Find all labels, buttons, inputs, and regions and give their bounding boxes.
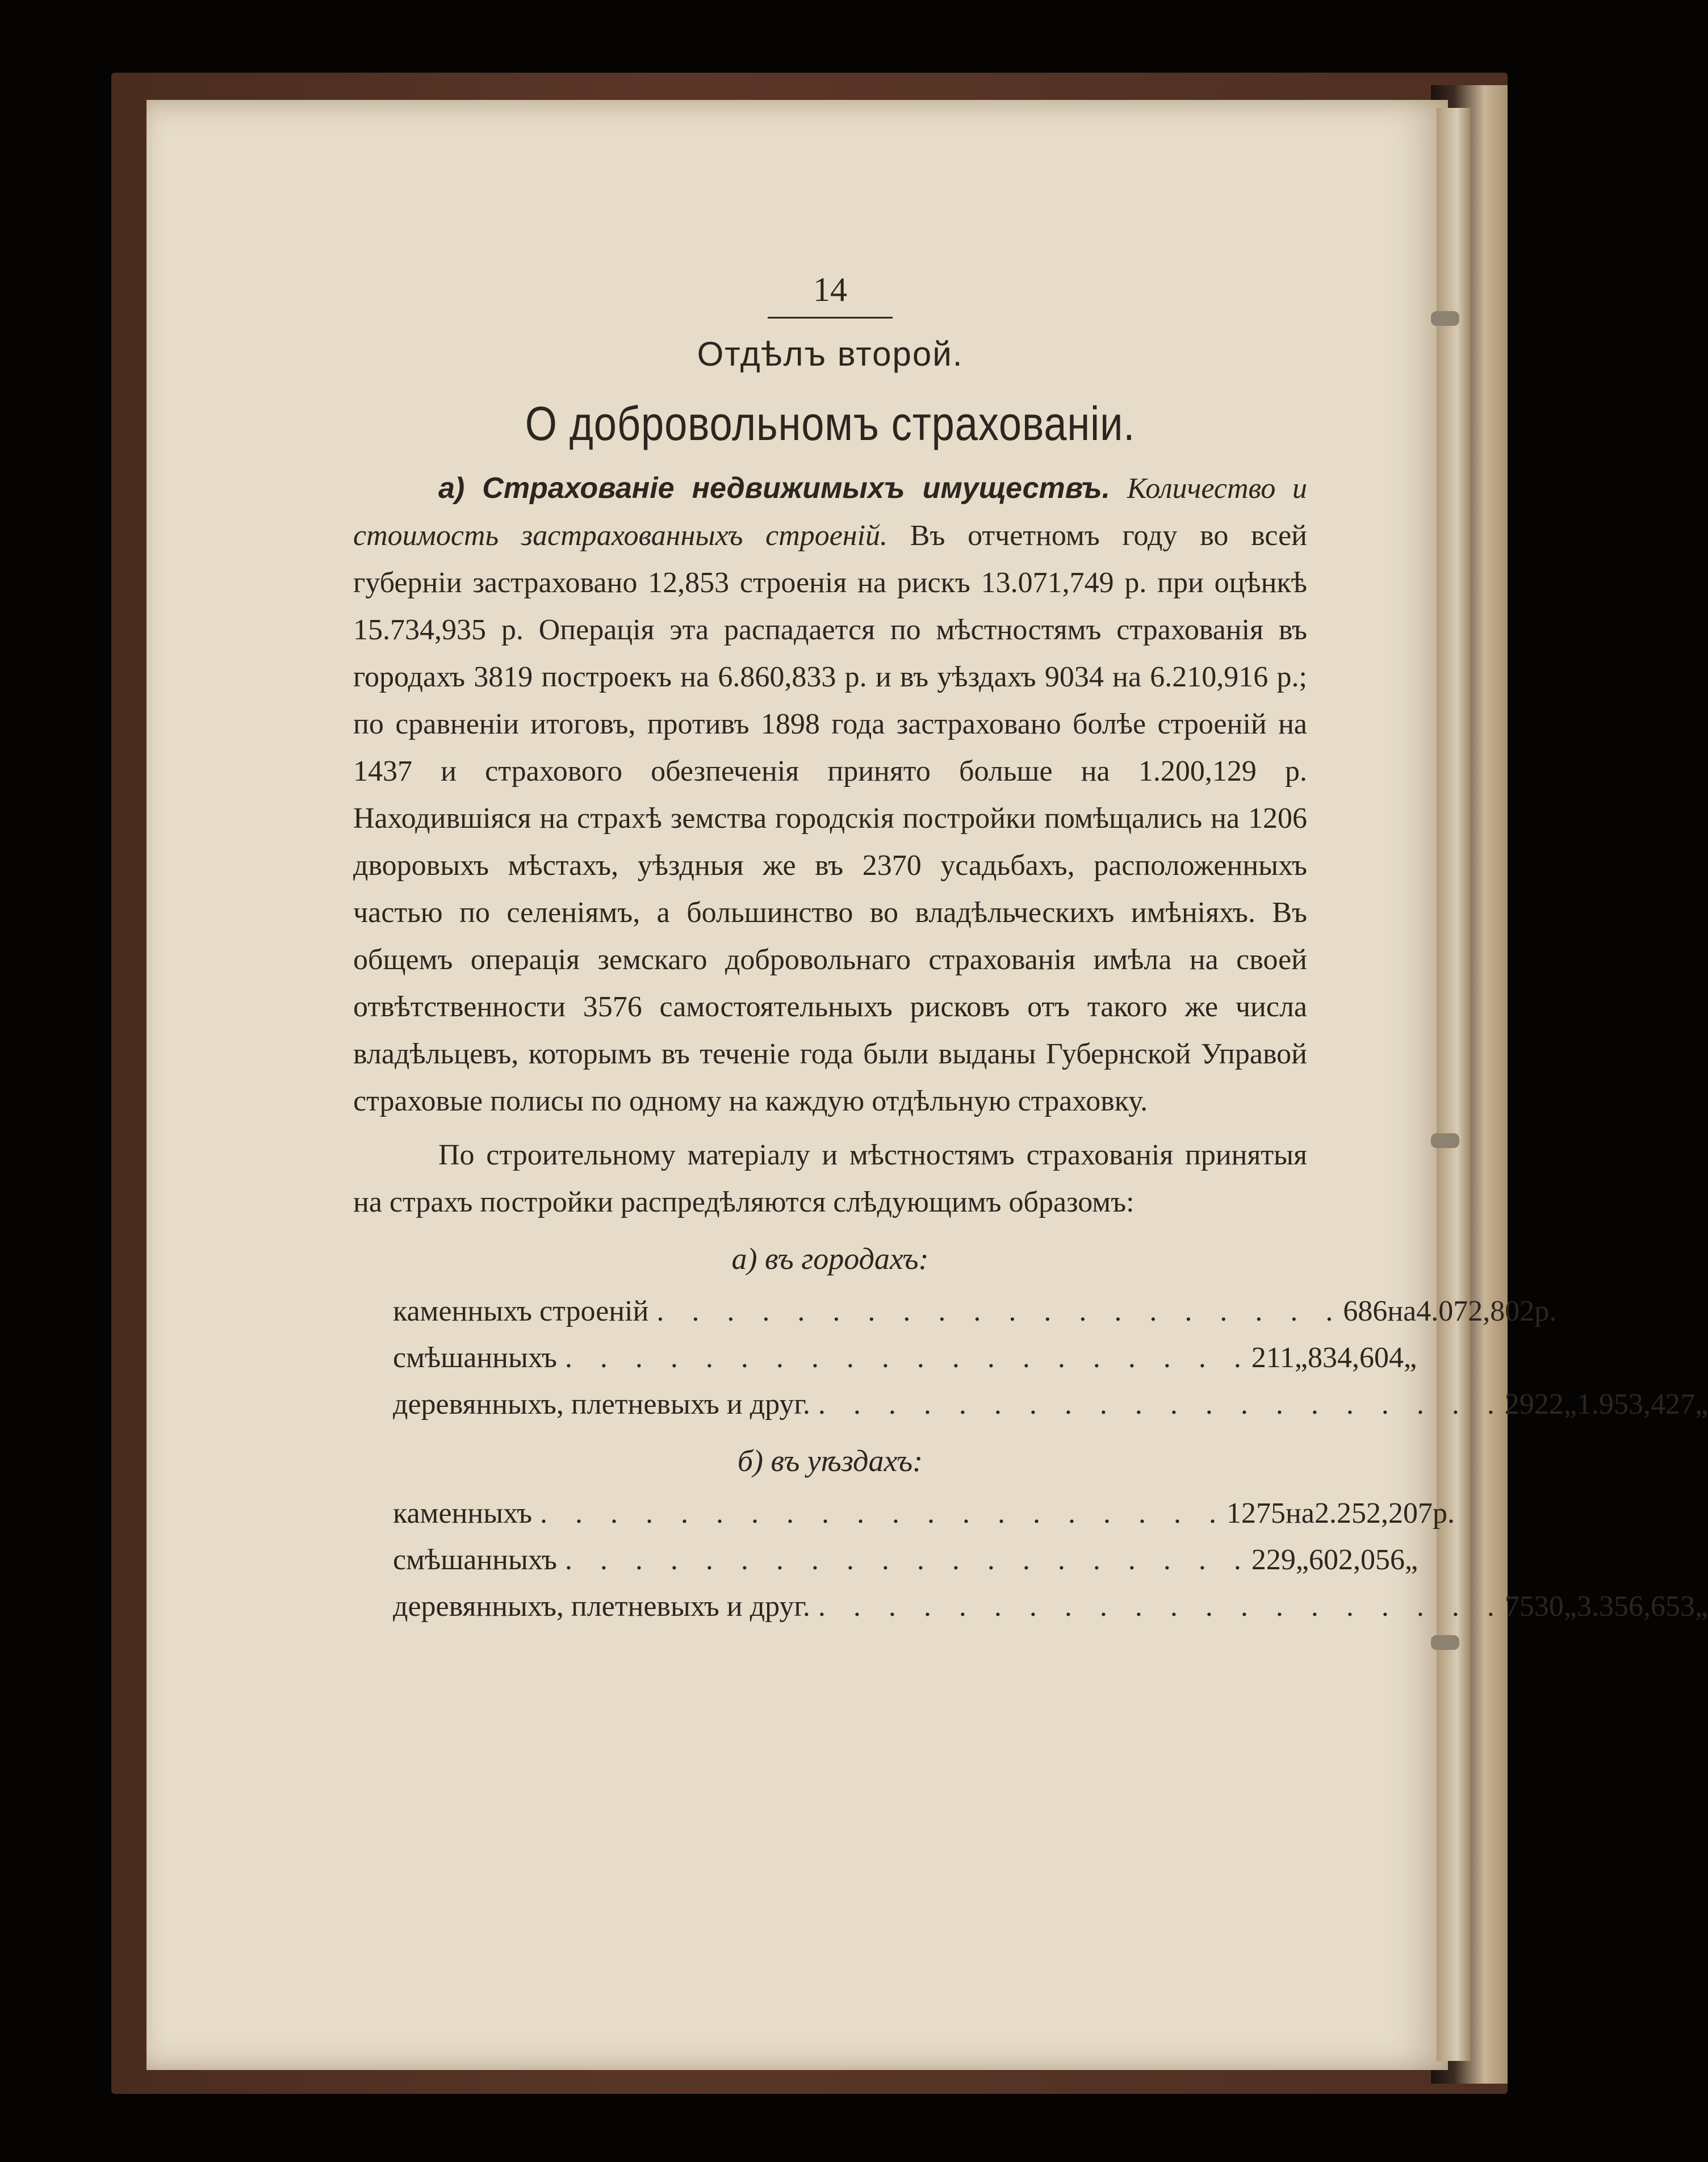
page-number: 14 xyxy=(768,267,893,319)
row-sum: 834,604 xyxy=(1308,1342,1404,1374)
districts-table xyxy=(393,1490,1708,1630)
row-on: „ xyxy=(1563,1388,1577,1421)
towns-table xyxy=(393,1288,1708,1428)
table-row xyxy=(393,1381,1708,1428)
row-on: „ xyxy=(1563,1590,1577,1623)
row-count: 686 xyxy=(1343,1295,1388,1327)
row-label: деревянныхъ, плетневыхъ и друг. xyxy=(393,1388,810,1421)
paragraph-2: По строительному матеріалу и мѣстностямъ страхованія принятыя на страхъ постройки распредѣляются слѣдующимъ образомъ: xyxy=(353,1139,1307,1218)
row-on: „ xyxy=(1294,1342,1308,1374)
paragraph-1-subtitle: Количество и стоимость застрахованныхъ строеній. xyxy=(353,472,1307,552)
page-fore-edge xyxy=(1437,108,1471,2061)
row-count: 1275 xyxy=(1226,1497,1286,1530)
towns-heading: а) въ городахъ: xyxy=(731,1242,929,1276)
table-row xyxy=(393,1490,1455,1537)
row-sum: 1.953,427 xyxy=(1576,1388,1695,1421)
row-label: смѣшанныхъ xyxy=(393,1342,557,1374)
row-on: „ xyxy=(1295,1544,1309,1576)
binding-clip xyxy=(1431,1635,1459,1650)
row-count: 7530 xyxy=(1504,1590,1564,1623)
leader-dots: . . . . . . . . . . . . . . . . . . . . xyxy=(564,1544,1251,1576)
paragraph-1 xyxy=(353,465,1307,1125)
main-title: О добровольномъ страхованіи. xyxy=(525,397,1136,450)
row-label: каменныхъ xyxy=(393,1497,533,1530)
districts-heading: б) въ уѣздахъ: xyxy=(737,1444,923,1478)
row-label: каменныхъ строеній xyxy=(393,1295,649,1327)
row-sum: 602,056 xyxy=(1308,1544,1405,1576)
paragraph-1-body: Въ отчетномъ году во всей губерніи застраховано 12,853 строенія на рискъ 13.071,749 р. при оцѣнкѣ 15.734,935 р. Операція эта распадается по мѣстностямъ страхованія въ городахъ 3819 построекъ на 6.860,833 р. и въ уѣздахъ 9034 на 6.210,916 р.; по сравненіи итоговъ, противъ 1898 года застраховано болѣе строеній на 1437 и страхового обезпеченія принято больше на 1.200,129 р. Находившіяся на страхѣ земства городскія постройки помѣщались на 1206 дворовыхъ мѣстахъ, уѣздныя же въ 2370 усадьбахъ, расположенныхъ частью по селеніямъ, а большинство во владѣльческихъ имѣніяхъ. Въ общемъ операція земскаго добровольнаго страхованія имѣла на своей отвѣтственности 3576 самостоятельныхъ рисковъ отъ такого же числа владѣльцевъ, которымъ въ теченіе года были выданы Губернской Управой страховые полисы по одному на каждую отдѣльную страховку. xyxy=(353,519,1307,1117)
section-title: Отдѣлъ второй. xyxy=(697,335,964,373)
row-unit: р. xyxy=(1534,1295,1557,1327)
row-count: 2922 xyxy=(1504,1388,1564,1421)
row-sum: 2.252,207 xyxy=(1314,1497,1433,1530)
leader-dots: . . . . . . . . . . . . . . . . . . . . xyxy=(818,1388,1505,1421)
table-row xyxy=(393,1288,1557,1335)
leader-dots: . . . . . . . . . . . . . . . . . . . . xyxy=(656,1295,1343,1327)
row-unit: р. xyxy=(1432,1497,1455,1530)
leader-dots: . . . . . . . . . . . . . . . . . . . . xyxy=(564,1342,1251,1374)
table-row xyxy=(393,1335,1417,1381)
row-sum: 3.356,653 xyxy=(1576,1590,1695,1623)
row-unit: „ xyxy=(1404,1342,1417,1374)
row-count: 211 xyxy=(1251,1342,1295,1374)
row-unit: „ xyxy=(1694,1388,1708,1421)
leader-dots: . . . . . . . . . . . . . . . . . . . . xyxy=(540,1497,1227,1530)
row-count: 229 xyxy=(1251,1544,1296,1576)
row-on: на xyxy=(1387,1295,1417,1327)
table-row xyxy=(393,1537,1418,1583)
row-label: деревянныхъ, плетневыхъ и друг. xyxy=(393,1590,810,1623)
row-unit: „ xyxy=(1404,1544,1418,1576)
binding-clip xyxy=(1431,311,1459,326)
page-content xyxy=(353,267,1708,1630)
leader-dots: . . . . . . . . . . . . . . . . . . . . xyxy=(818,1590,1505,1623)
binding-clip xyxy=(1431,1133,1459,1148)
table-row xyxy=(393,1583,1708,1630)
row-label: смѣшанныхъ xyxy=(393,1544,557,1576)
row-sum: 4.072,802 xyxy=(1416,1295,1535,1327)
row-on: на xyxy=(1286,1497,1315,1530)
paragraph-1-lead: а) Страхованіе недвижимыхъ имуществъ. xyxy=(438,472,1111,505)
row-unit: „ xyxy=(1694,1590,1708,1623)
